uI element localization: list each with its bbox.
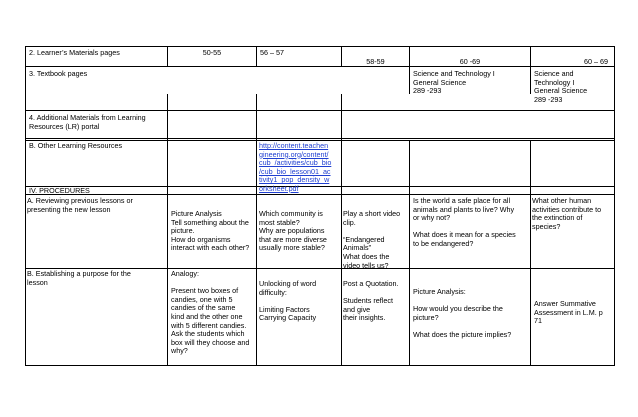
reviewing-day1: Picture Analysis Tell something about the picture. How do organisms interact with each other? [171,210,250,253]
additional-materials-label: 4. Additional Materials from Learning Resources (LR) portal [29,114,146,131]
table-border [25,46,26,366]
row-divider [25,140,615,141]
reviewing-day3: Play a short video clip. “Endangered Animals” What does the video tells us? [343,210,401,270]
purpose-day5: Answer Summative Assessment in L.M. p 71 [534,300,603,326]
textbook-label: 3. Textbook pages [29,70,88,78]
row-divider [25,110,615,111]
learners-materials-day2: 56 – 57 [260,49,284,57]
reviewing-day5: What other human activities contribute to the extinction of species? [532,197,602,231]
column-divider [341,94,342,366]
worksheet-link[interactable]: http://content.teachen gineering.org/content/ cub_/activities/cub_bio /cub_bio_lesson01_ac tivity1_pop_density_w orksheet.pdf [259,142,332,193]
row-divider [25,46,615,47]
table-border [614,46,615,366]
purpose-day4: Picture Analysis: How would you describe the picture? What does the picture implies? [413,288,512,339]
purpose-day3: Post a Quotation. Students reflect and give their insights. [343,280,399,323]
column-divider [409,46,410,94]
learners-materials-day5: 60 – 69 [584,58,608,66]
column-divider [409,140,410,366]
learners-materials-day3: 58-59 [366,58,385,66]
reviewing-label: A. Reviewing previous lessons or presenting the new lesson [27,197,133,214]
row-divider [25,138,615,139]
learners-materials-day1: 50-55 [202,49,222,57]
column-divider [530,46,531,94]
procedures-heading: IV. PROCEDURES [29,187,90,195]
reviewing-day4: Is the world a safe place for all animals and plants to live? Why or why not? What does it mean for a species to be endangered? [413,197,516,248]
row-divider [25,268,615,269]
learners-materials-label: 2. Learner’s Materials pages [29,49,120,57]
column-divider [167,94,168,366]
table-border [25,365,615,366]
textbook-day4: Science and Technology I General Science 289 -293 [413,70,495,96]
purpose-day2: Unlocking of word difficulty: Limiting Factors Carrying Capacity [259,280,317,323]
other-resources-label: B. Other Learning Resources [29,142,123,150]
reviewing-day2: Which community is most stable? Why are populations that are more diverse usually more stable? [259,210,327,253]
lesson-plan-table [25,46,615,366]
textbook-day5: Science and Technology I General Science 289 -293 [534,70,588,104]
learners-materials-day4: 60 -69 [459,58,481,66]
purpose-day1: Analogy: Present two boxes of candies, one with 5 candies of the same kind and the other one with 5 different candies. Ask the students which box will they choose and why? [171,270,250,356]
purpose-label: B. Establishing a purpose for the lesson [27,270,131,287]
column-divider [256,46,257,66]
